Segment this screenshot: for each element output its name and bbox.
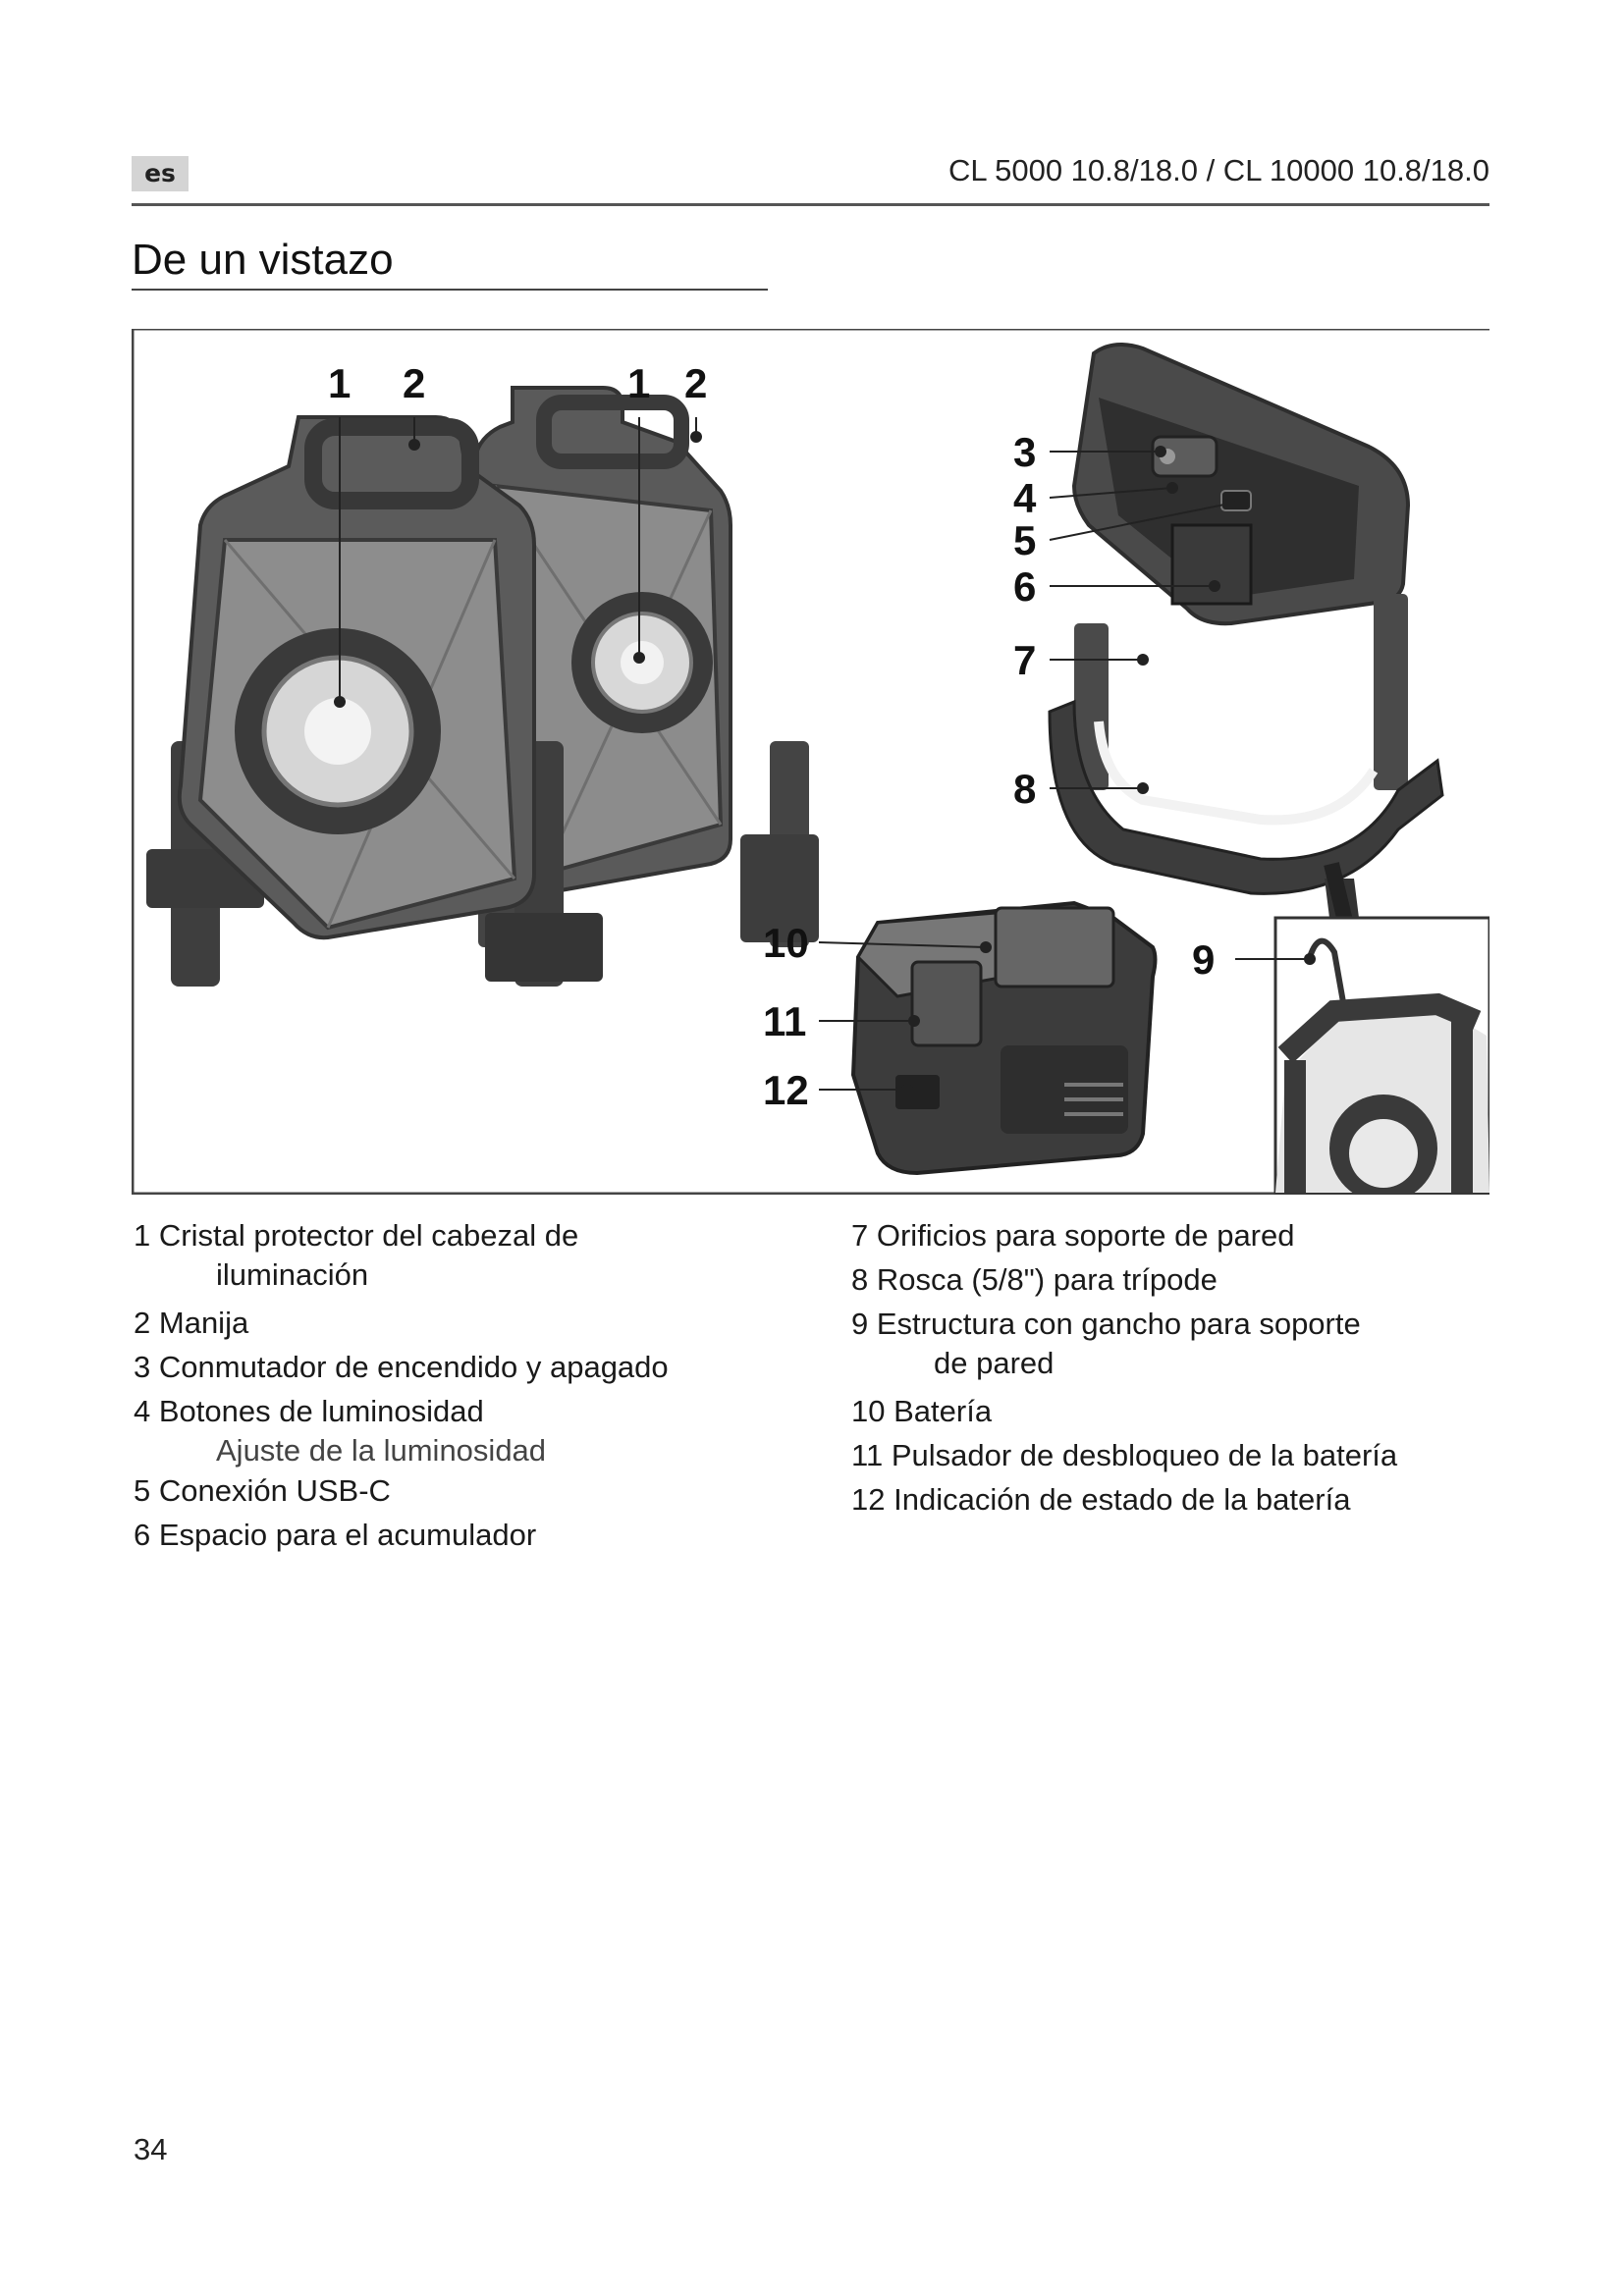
callout-2-small: 2 (684, 360, 708, 406)
callout-10: 10 (763, 920, 809, 966)
legend-text: Pulsador de desbloqueo de la batería (891, 1438, 1398, 1472)
battery-pack (853, 903, 1156, 1173)
legend-text: Batería (893, 1394, 993, 1428)
work-light-rear-view (1050, 345, 1442, 937)
legend-item (851, 1389, 1480, 1433)
legend-number: 8 (851, 1262, 869, 1297)
callout-11: 11 (763, 998, 807, 1044)
legend-number: 2 (134, 1306, 151, 1340)
legend-subtext: Ajuste de la luminosidad (216, 1433, 547, 1468)
legend-number: 9 (851, 1307, 869, 1341)
legend-item (851, 1433, 1480, 1477)
legend-text: Botones de luminosidad (158, 1394, 484, 1428)
title-rule (132, 289, 768, 291)
legend-number: 12 (851, 1482, 886, 1517)
legend-item (134, 1468, 772, 1513)
legend-number: 6 (134, 1518, 151, 1552)
callout-5: 5 (1013, 517, 1037, 563)
legend-item (134, 1389, 772, 1468)
legend-text: Conexión USB-C (158, 1473, 391, 1508)
legend-text-continued: de pared (934, 1346, 1055, 1380)
callout-12: 12 (763, 1067, 809, 1113)
legend-item (851, 1302, 1480, 1381)
legend-text: Conmutador de encendido y apagado (158, 1350, 669, 1384)
legend-text: Estructura con gancho para soporte (876, 1307, 1361, 1341)
legend-right (851, 1213, 1480, 1522)
legend-number: 7 (851, 1218, 869, 1253)
callout-8: 8 (1013, 766, 1037, 812)
legend-number: 3 (134, 1350, 151, 1384)
legend-item (134, 1301, 772, 1345)
legend-item (851, 1257, 1480, 1302)
legend-text: Espacio para el acumulador (158, 1518, 537, 1552)
callout-9: 9 (1192, 936, 1216, 983)
legend-item (134, 1345, 772, 1389)
legend-text: Orificios para soporte de pared (876, 1218, 1295, 1253)
legend-left (134, 1213, 772, 1557)
callout-7: 7 (1013, 637, 1037, 683)
header-rule (132, 203, 1489, 206)
legend-item (851, 1477, 1480, 1522)
legend-text: Indicación de estado de la batería (893, 1482, 1351, 1517)
legend-item (134, 1213, 772, 1293)
legend-text-continued: iluminación (216, 1257, 369, 1292)
legend-number: 4 (134, 1394, 151, 1428)
legend-number: 5 (134, 1473, 151, 1508)
product-figure (132, 329, 1489, 1195)
language-tag: es (132, 156, 189, 191)
legend-text: Manija (158, 1306, 249, 1340)
model-line: CL 5000 10.8/18.0 / CL 10000 10.8/18.0 (948, 153, 1489, 187)
legend-item (134, 1513, 772, 1557)
page-number: 34 (134, 2132, 168, 2166)
callout-3: 3 (1013, 429, 1037, 475)
legend-item (851, 1213, 1480, 1257)
callout-2-large: 2 (403, 360, 426, 406)
legend-number: 11 (851, 1438, 884, 1472)
callout-1-small: 1 (627, 360, 651, 406)
product-illustration (132, 329, 1489, 1195)
legend-number: 10 (851, 1394, 886, 1428)
legend-number: 1 (134, 1218, 151, 1253)
legend-text: Cristal protector del cabezal de (158, 1218, 579, 1253)
callout-1-large: 1 (328, 360, 352, 406)
legend-text: Rosca (5/8") para trípode (876, 1262, 1218, 1297)
callout-4: 4 (1013, 475, 1037, 521)
callout-6: 6 (1013, 563, 1037, 610)
section-title: De un vistazo (132, 236, 394, 284)
